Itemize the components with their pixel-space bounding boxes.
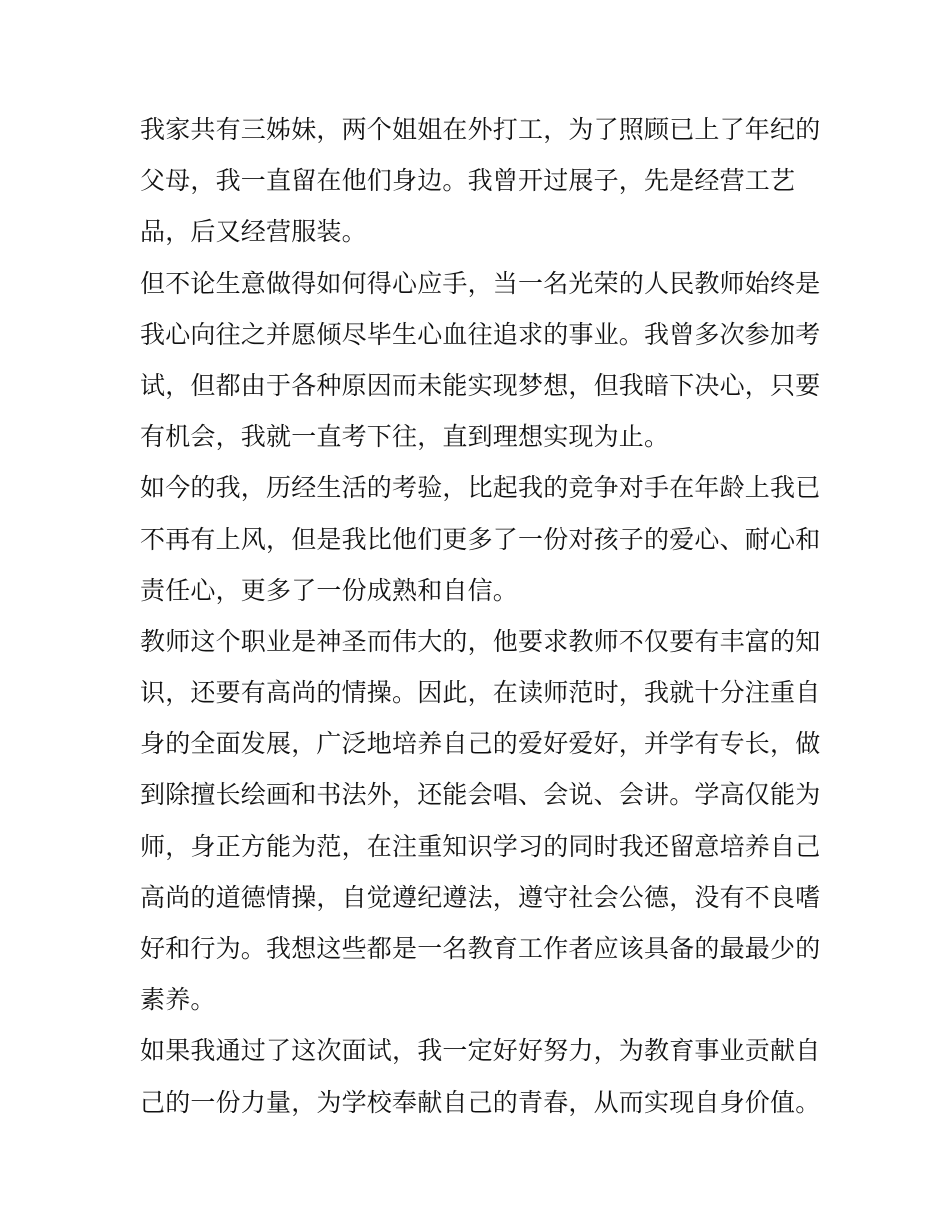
text-line: 己的一份力量，为学校奉献自己的青春，从而实现自身价值。: [140, 1087, 821, 1117]
document-body: [140, 104, 820, 1128]
text-line: 但不论生意做得如何得心应手，当一名光荣的人民教师始终是: [140, 268, 821, 298]
text-line: 品，后又经营服装。: [140, 217, 367, 247]
paragraph-4: [140, 616, 820, 1026]
paragraph-5: [140, 1025, 820, 1127]
text-line: 素养。: [140, 985, 216, 1015]
text-line: 如今的我，历经生活的考验，比起我的竞争对手在年龄上我已: [140, 473, 821, 503]
text-line: 师，身正方能为范，在注重知识学习的同时我还留意培养自己: [140, 831, 821, 861]
paragraph-3: [140, 462, 820, 616]
text-line: 好和行为。我想这些都是一名教育工作者应该具备的最最少的: [140, 934, 821, 963]
text-line: 教师这个职业是神圣而伟大的，他要求教师不仅要有丰富的知: [140, 626, 821, 656]
text-line: 识，还要有高尚的情操。因此，在读师范时，我就十分注重自: [140, 678, 821, 708]
text-line: 试，但都由于各种原因而未能实现梦想，但我暗下决心，只要: [140, 370, 821, 400]
text-line: 到除擅长绘画和书法外，还能会唱、会说、会讲。学高仅能为: [140, 780, 821, 810]
text-line: 高尚的道德情操，自觉遵纪遵法，遵守社会公德，没有不良嗜: [140, 882, 821, 912]
text-line: 有机会，我就一直考下往，直到理想实现为止。: [140, 422, 670, 452]
text-line: 如果我通过了这次面试，我一定好好努力，为教育事业贡献自: [140, 1036, 821, 1066]
text-line: 责任心，更多了一份成熟和自信。: [140, 575, 519, 605]
paragraph-1: [140, 104, 820, 258]
paragraph-2: [140, 258, 820, 463]
text-line: 不再有上风，但是我比他们更多了一份对孩子的爱心、耐心和: [140, 524, 821, 554]
text-line: 我心向往之并愿倾尽毕生心血往追求的事业。我曾多次参加考: [140, 319, 821, 349]
text-line: 我家共有三姊妹，两个姐姐在外打工，为了照顾已上了年纪的: [140, 115, 821, 144]
text-line: 身的全面发展，广泛地培养自己的爱好爱好，并学有专长，做: [140, 729, 821, 759]
text-line: 父母，我一直留在他们身边。我曾开过展子，先是经营工艺: [140, 166, 796, 196]
